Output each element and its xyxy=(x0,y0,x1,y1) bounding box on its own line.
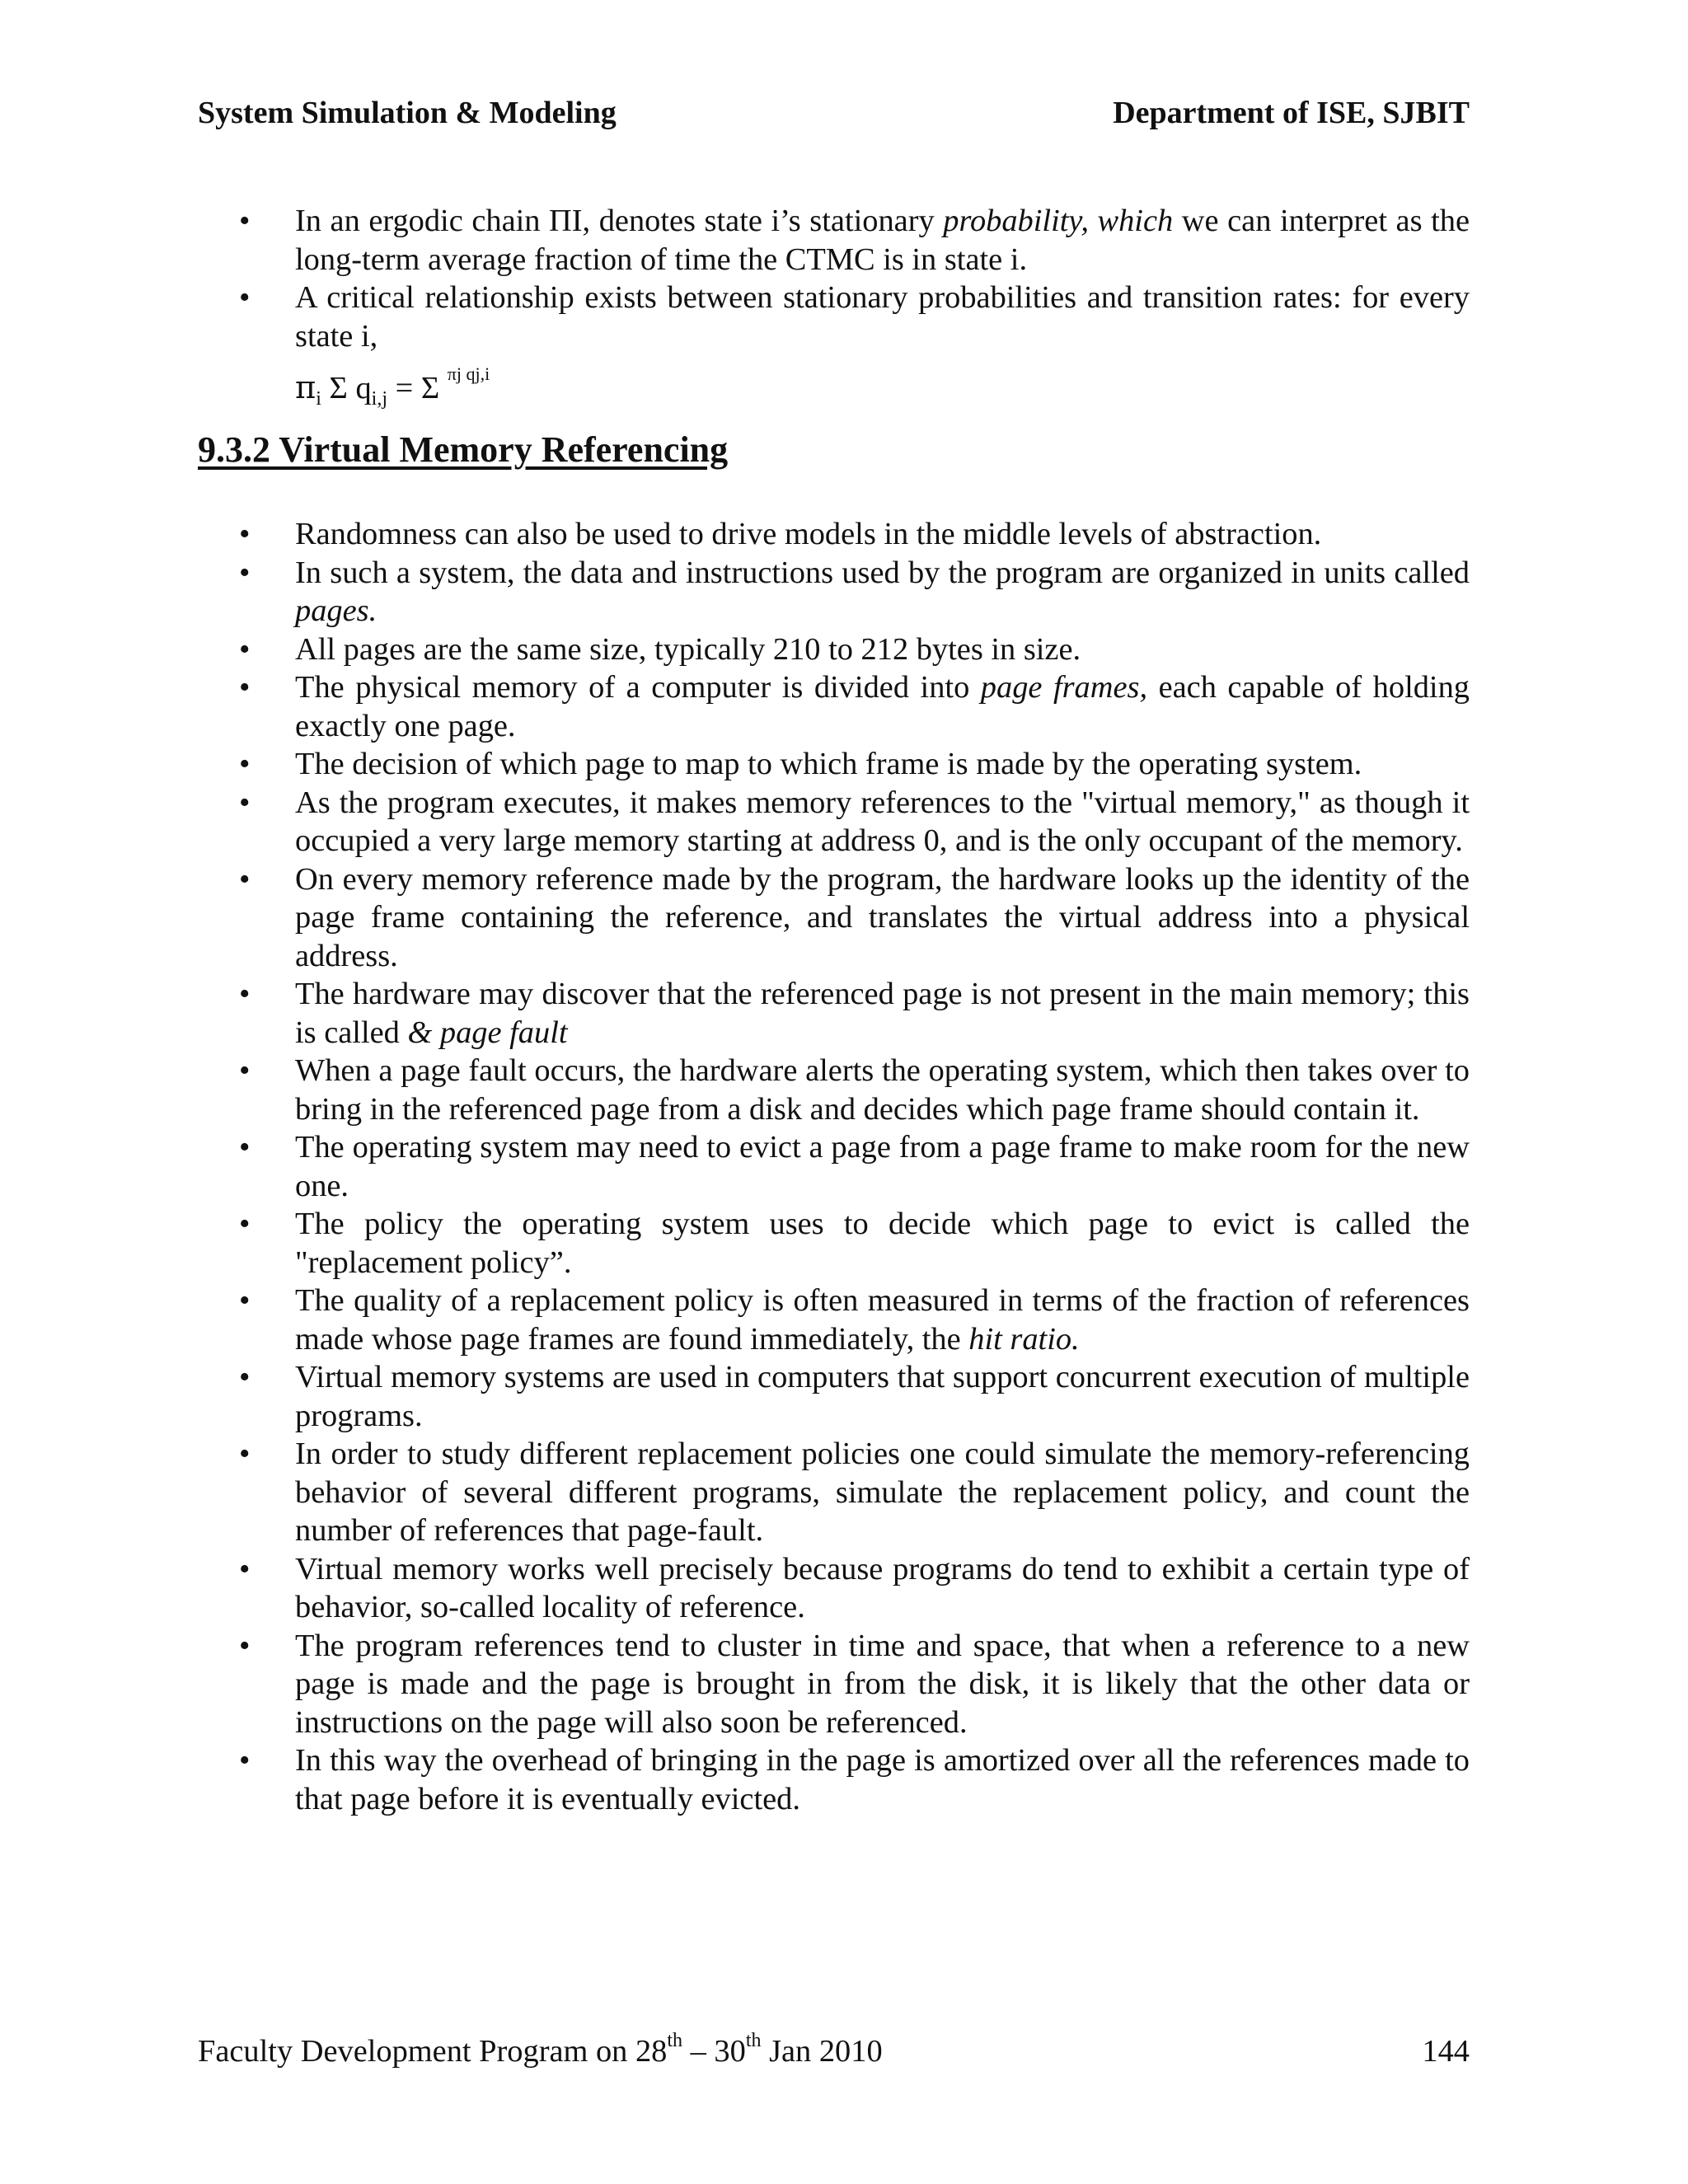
footer-sup: th xyxy=(745,2030,762,2051)
bullet-icon: • xyxy=(239,1628,251,1663)
bullet-icon: • xyxy=(239,1436,251,1471)
bullet-icon: • xyxy=(239,1283,251,1318)
list-item xyxy=(198,1550,1470,1627)
footer-sup: th xyxy=(667,2030,683,2051)
list-item xyxy=(198,554,1470,630)
bullet-italic: & page fault xyxy=(407,1015,568,1050)
list-item xyxy=(198,1358,1470,1435)
bullet-text: Virtual memory systems are used in computers that support concurrent execution of multiple programs. xyxy=(295,1360,1470,1433)
list-item xyxy=(198,975,1470,1052)
list-item xyxy=(198,1627,1470,1742)
bullet-italic: probability, which xyxy=(943,204,1174,238)
bullet-icon: • xyxy=(239,1551,251,1586)
list-item xyxy=(198,745,1470,784)
bullet-text: On every memory reference made by the program, the hardware looks up the identity of the page frame containing the reference, and translates the virtual address into a physical address. xyxy=(295,861,1470,973)
bullet-text: The program references tend to cluster in time and space, that when a reference to a new page is made and the page is brought in from the disk, it is likely that the other data or instructions on the page will also soon be referenced. xyxy=(295,1628,1470,1740)
bullet-icon: • xyxy=(239,785,251,820)
list-item xyxy=(198,1282,1470,1358)
formula-pi: π xyxy=(295,369,316,406)
formula xyxy=(198,355,1470,419)
bullet-icon: • xyxy=(239,1207,251,1241)
header-title: System Simulation & Modeling xyxy=(198,96,617,130)
bullet-icon: • xyxy=(239,1743,251,1778)
list-item xyxy=(198,1435,1470,1550)
header-department: Department of ISE, SJBIT xyxy=(1113,96,1470,130)
bullet-text: The policy the operating system uses to decide which page to evict is called the "replacement policy”. xyxy=(295,1207,1470,1280)
bullet-italic: page frames, xyxy=(980,670,1148,705)
formula-sup: πj qj,i xyxy=(447,363,490,384)
list-item xyxy=(198,1052,1470,1128)
bullet-icon: • xyxy=(239,977,251,1011)
bullet-icon: • xyxy=(239,280,251,315)
bullet-icon: • xyxy=(239,555,251,590)
bullet-icon: • xyxy=(239,204,251,238)
bullet-icon: • xyxy=(239,631,251,667)
list-item xyxy=(198,630,1470,669)
footer-text: – 30 xyxy=(682,2034,746,2069)
bullet-icon: • xyxy=(239,1360,251,1394)
bullet-icon: • xyxy=(239,747,251,781)
formula-sub-ij: i,j xyxy=(371,388,387,410)
list-item xyxy=(198,1128,1470,1205)
list-item xyxy=(198,784,1470,860)
list-item xyxy=(198,202,1470,279)
bullet-text: The quality of a replacement policy is often measured in terms of the fraction of references made whose page frames are found immediately, the xyxy=(295,1283,1470,1357)
formula-sum-q: Σ q xyxy=(321,371,372,405)
list-item xyxy=(198,279,1470,355)
bullet-text: The operating system may need to evict a page from a page frame to make room for the new one. xyxy=(295,1130,1470,1203)
formula-sub-i: i xyxy=(316,388,321,410)
bullet-text: In order to study different replacement policies one could simulate the memory-referencing behavior of several different programs, simulate the replacement policy, and count the number of references that page-fault. xyxy=(295,1436,1470,1548)
bullet-text: The decision of which page to map to which frame is made by the operating system. xyxy=(295,747,1362,781)
section-heading: 9.3.2 Virtual Memory Referencing xyxy=(198,429,729,470)
bullet-icon: • xyxy=(239,517,251,551)
bullet-text: Virtual memory works well precisely because programs do tend to exhibit a certain type of behavior, so-called locality of reference. xyxy=(295,1551,1470,1624)
list-item xyxy=(198,1205,1470,1282)
bullet-text: The physical memory of a computer is divided into xyxy=(295,670,981,705)
bullet-italic: pages. xyxy=(295,593,377,628)
bullet-italic: hit ratio. xyxy=(968,1321,1080,1357)
bullet-text: In such a system, the data and instructions used by the program are organized in units called xyxy=(295,555,1470,590)
bullet-icon: • xyxy=(239,1053,251,1088)
bullet-text: In this way the overhead of bringing in the page is amortized over all the references made to that page before it is eventually evicted. xyxy=(295,1743,1470,1816)
page-number: 144 xyxy=(1422,2034,1470,2069)
list-item xyxy=(198,1741,1470,1818)
list-item xyxy=(198,515,1470,554)
list-item xyxy=(198,860,1470,976)
bullet-text: In an ergodic chain ΠI, denotes state i’s stationary xyxy=(295,204,944,238)
list-item xyxy=(198,668,1470,745)
bullet-text: we can interpret as the long-term average fraction of time the CTMC is in state i. xyxy=(295,204,1470,277)
intro-bullet-list xyxy=(198,202,1470,419)
footer-text: Jan 2010 xyxy=(761,2034,883,2069)
bullet-icon: • xyxy=(239,861,251,897)
bullet-text: each capable of holding exactly one page. xyxy=(295,670,1470,743)
bullet-text: All pages are the same size, typically 210 to 212 bytes in size. xyxy=(295,631,1081,667)
bullet-text: The hardware may discover that the referenced page is not present in the main memory; this is called xyxy=(295,977,1470,1050)
footer-text: Faculty Development Program on 28 xyxy=(198,2034,668,2069)
footer-program xyxy=(198,2030,883,2069)
formula-eq: = Σ xyxy=(387,371,448,405)
bullet-text: Randomness can also be used to drive models in the middle levels of abstraction. xyxy=(295,517,1322,551)
bullet-icon: • xyxy=(239,670,251,705)
virtual-memory-bullet-list xyxy=(198,515,1470,1818)
bullet-text: When a page fault occurs, the hardware alerts the operating system, which then takes over to bring in the referenced page from a disk and decides which page frame should contain it. xyxy=(295,1053,1470,1127)
bullet-icon: • xyxy=(239,1130,251,1165)
bullet-text: As the program executes, it makes memory references to the "virtual memory," as though it occupied a very large memory starting at address 0, and is the only occupant of the memory. xyxy=(295,785,1470,858)
bullet-text: A critical relationship exists between stationary probabilities and transition rates: for every state i, xyxy=(295,280,1470,354)
